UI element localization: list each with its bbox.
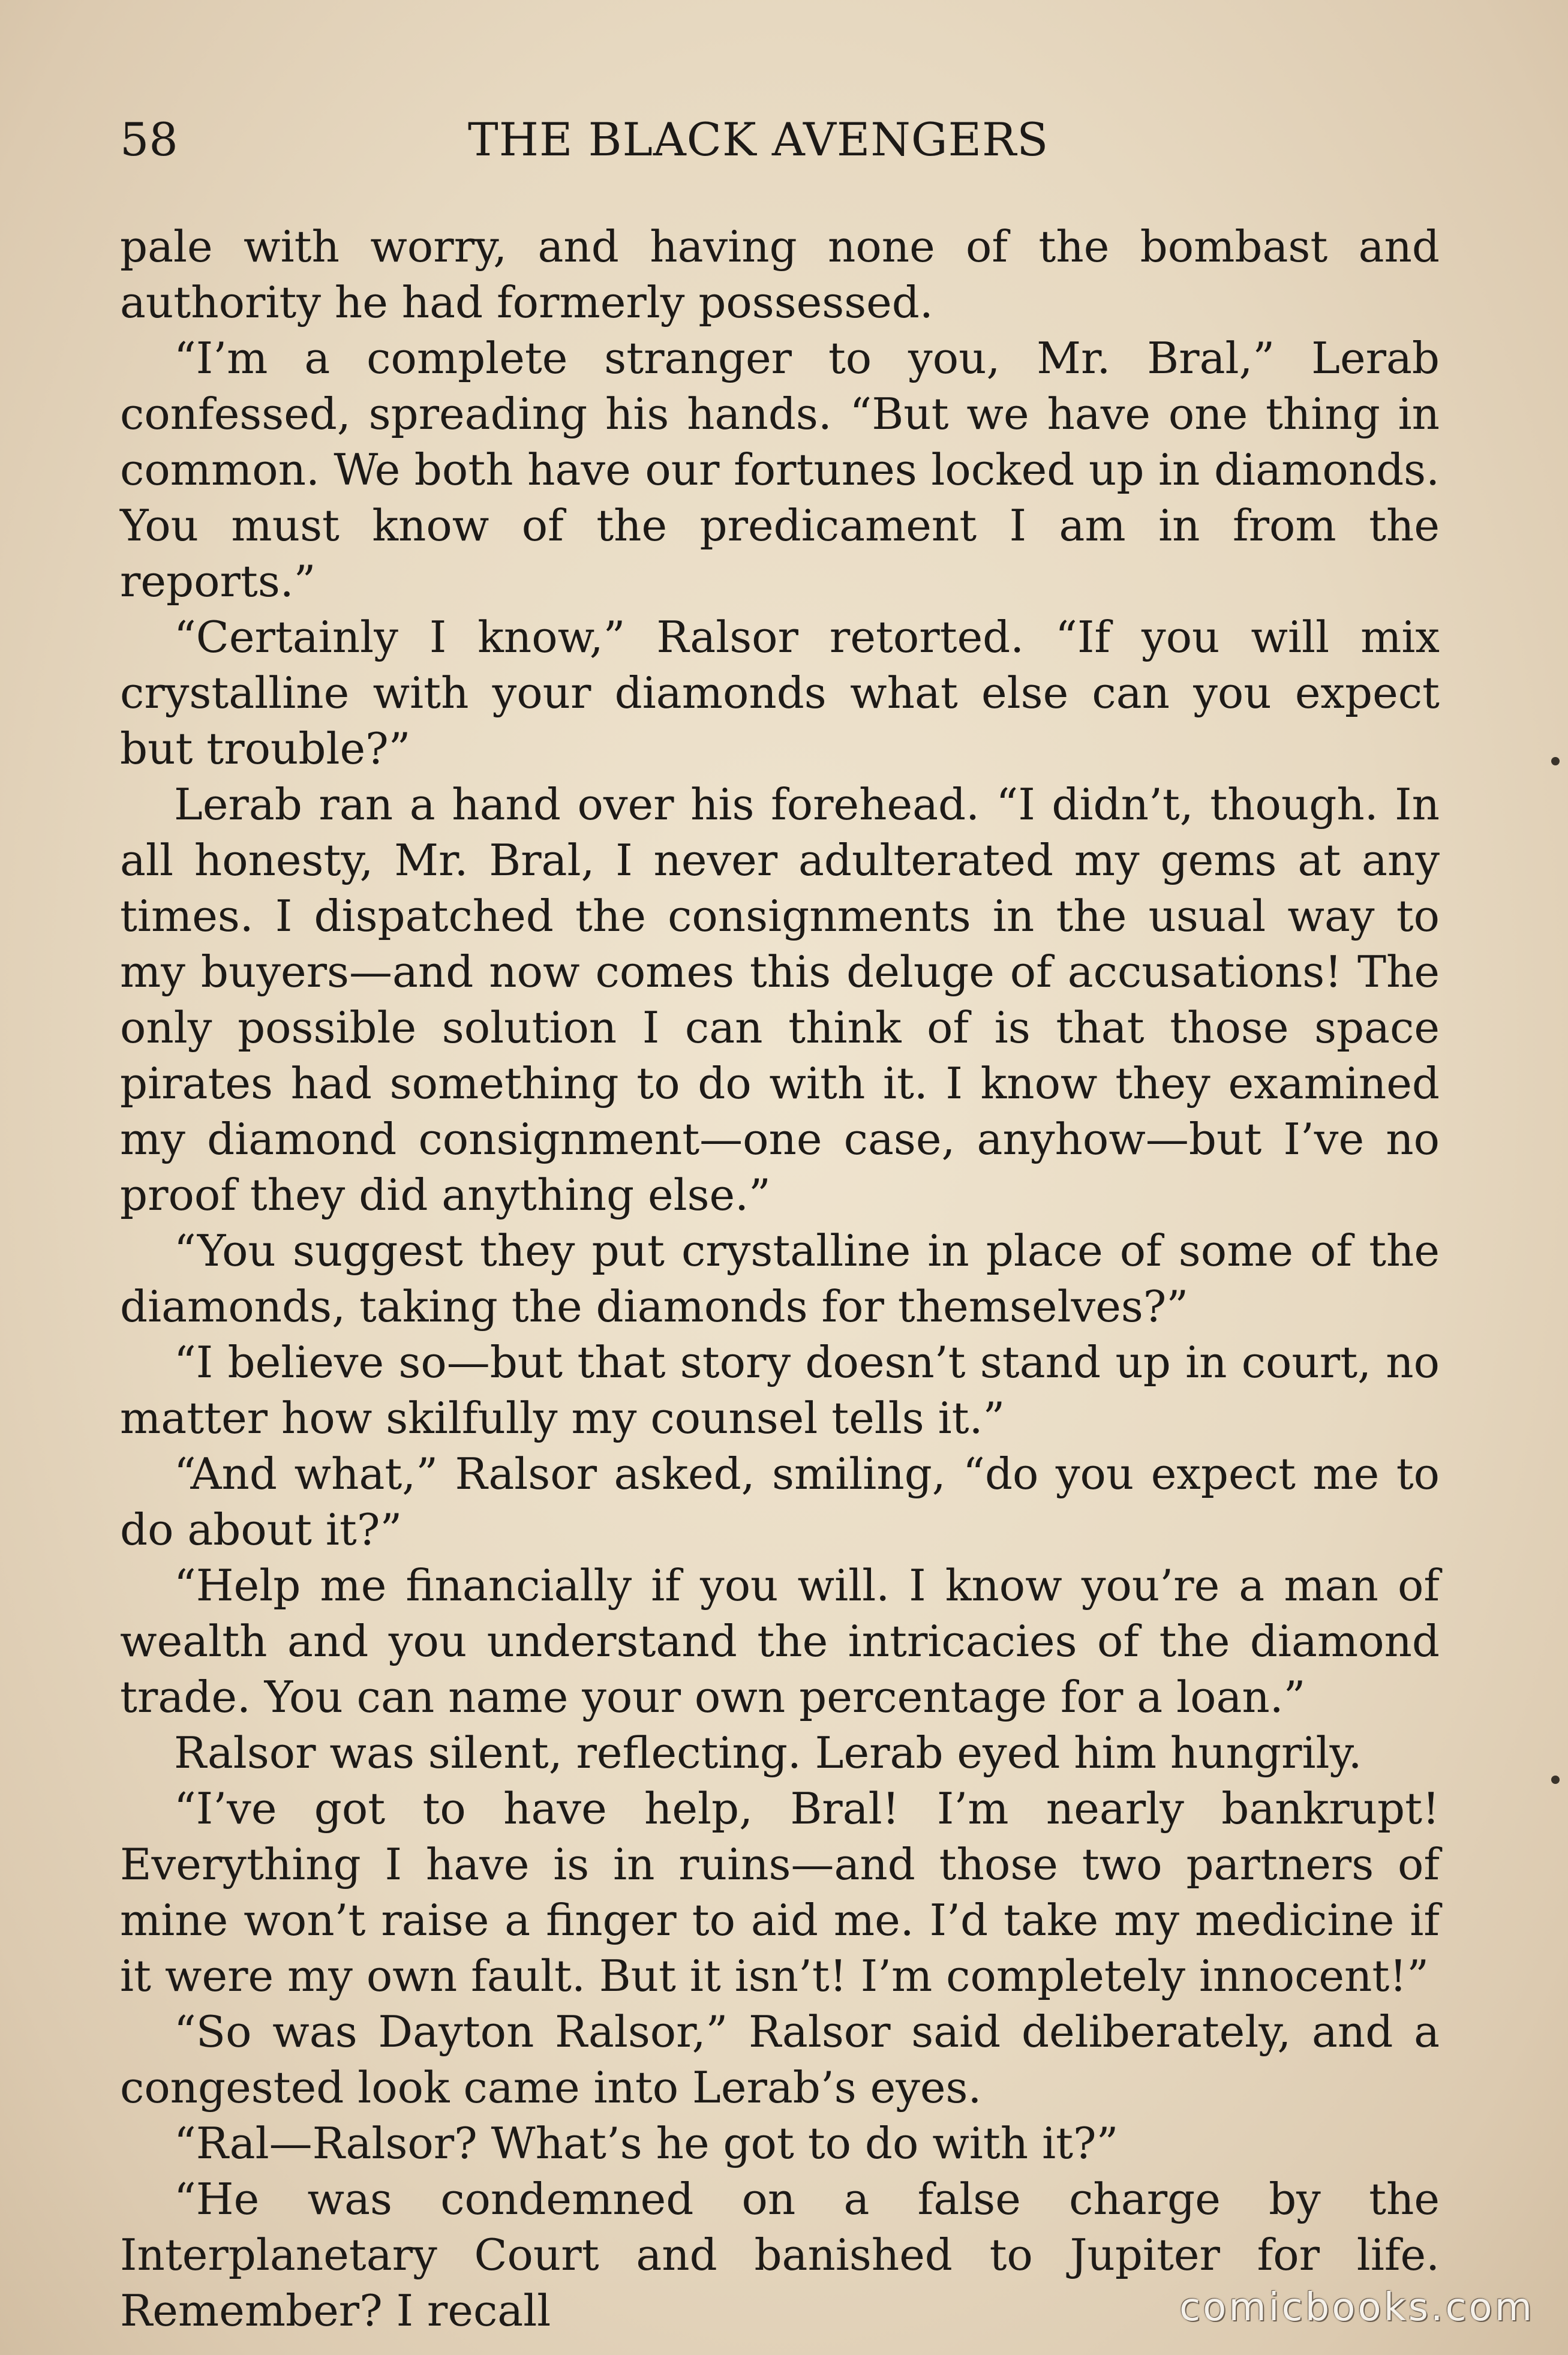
paragraph: “He was condemned on a false charge by the Interplanetary Court and banished to Jupiter for life. Remember? I recall	[120, 2174, 1440, 2336]
body-text	[120, 219, 1440, 2339]
paragraph: “Ral—Ralsor? What’s he got to do with it?”	[174, 2118, 1119, 2168]
paragraph: “Help me financially if you will. I know you’re a man of wealth and you understand the intricacies of the diamond trade. You can name your own percentage for a loan.”	[120, 1560, 1440, 1722]
margin-speck	[1551, 1776, 1560, 1784]
paragraph: “You suggest they put crystalline in place of some of the diamonds, taking the diamonds for themselves?”	[120, 1225, 1440, 1332]
paragraph: “I’m a complete stranger to you, Mr. Bral,” Lerab confessed, spreading his hands. “But we have one thing in common. We both have our fortunes locked up in diamonds. You must know of the predicament I am in from the reports.”	[120, 333, 1440, 606]
book-title: THE BLACK AVENGERS	[468, 113, 1049, 166]
paragraph: “And what,” Ralsor asked, smiling, “do you expect me to do about it?”	[120, 1449, 1440, 1555]
page-number: 58	[120, 113, 178, 166]
watermark: comicbooks.com	[1179, 2285, 1534, 2330]
paragraph: “I believe so—but that story doesn’t stand up in court, no matter how skilfully my counsel tells it.”	[120, 1337, 1440, 1443]
paragraph: pale with worry, and having none of the bombast and authority he had formerly possessed.	[120, 221, 1440, 328]
paragraph: “So was Dayton Ralsor,” Ralsor said deliberately, and a congested look came into Lerab’s eyes.	[120, 2006, 1440, 2113]
paragraph: “Certainly I know,” Ralsor retorted. “If you will mix crystalline with your diamonds what else can you expect but trouble?”	[120, 612, 1440, 774]
paragraph: Lerab ran a hand over his forehead. “I didn’t, though. In all honesty, Mr. Bral, I never adulterated my gems at any times. I dispatched the consignments in the usual way to my buyers—and now comes this deluge of accusations! The only possible solution I can think of is that those space pirates had something to do with it. I know they examined my diamond consignment—one case, anyhow—but I’ve no proof they did anything else.”	[120, 779, 1440, 1220]
running-head	[120, 107, 1440, 173]
paragraph: Ralsor was silent, reflecting. Lerab eyed him hungrily.	[174, 1728, 1362, 1778]
paragraph: “I’ve got to have help, Bral! I’m nearly bankrupt! Everything I have is in ruins—and those two partners of mine won’t raise a finger to aid me. I’d take my medicine if it were my own fault. But it isn’t! I’m completely innocent!”	[120, 1783, 1440, 2001]
margin-speck	[1551, 757, 1560, 765]
